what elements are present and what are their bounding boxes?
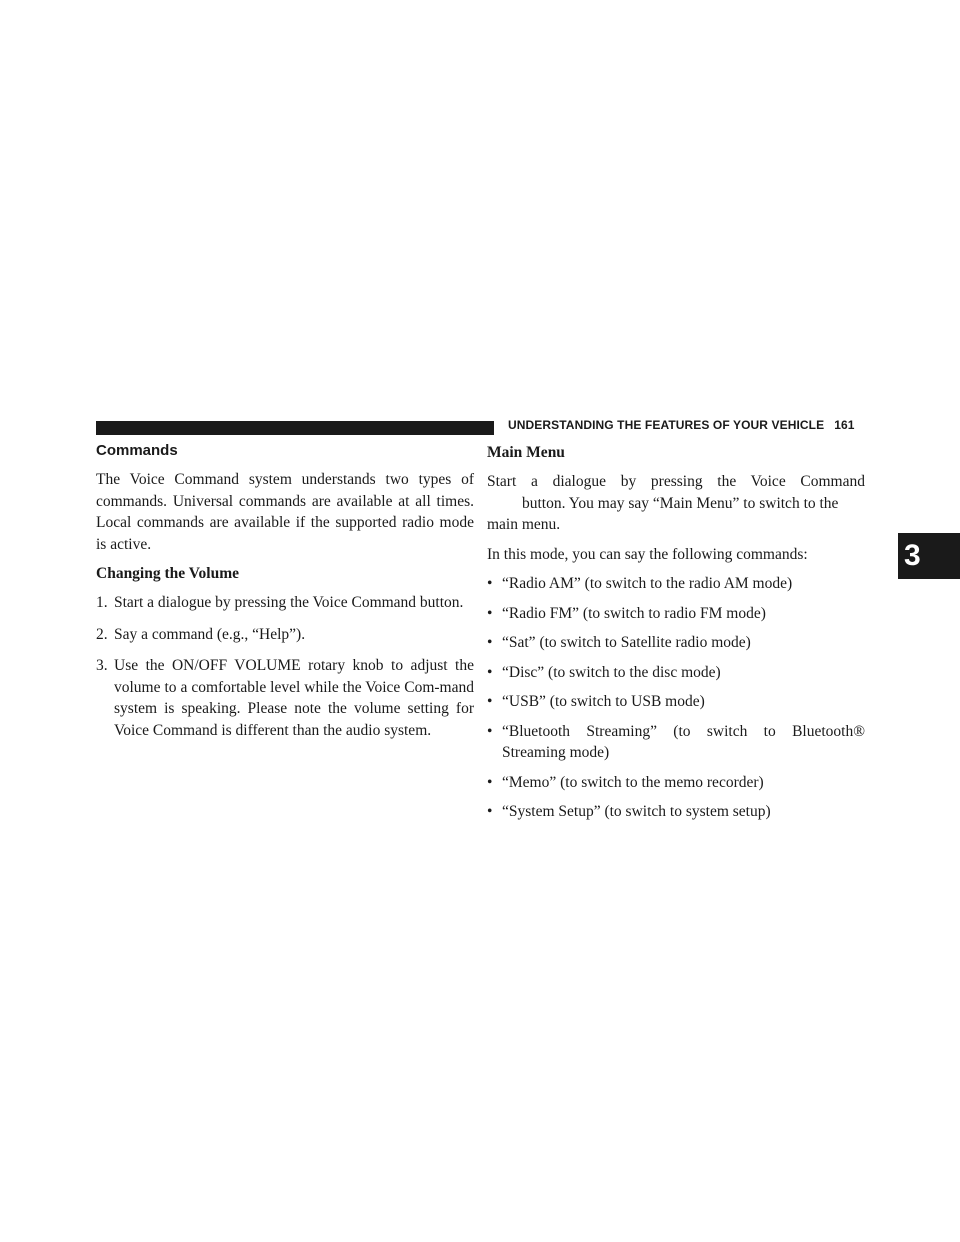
header-rule (96, 421, 494, 435)
main-menu-intro-line-2: button. You may say “Main Menu” to switch to the (522, 494, 839, 512)
command-list-item (487, 801, 865, 823)
step-number: 2. (96, 625, 108, 643)
left-column (96, 440, 474, 741)
step-text: Say a command (e.g., “Help”). (114, 625, 306, 643)
running-header (508, 418, 855, 432)
right-column (487, 440, 865, 823)
changing-volume-heading: Changing the Volume (96, 565, 239, 582)
step-1 (96, 592, 474, 614)
bullet-icon: • (487, 663, 493, 681)
bullet-icon: • (487, 693, 493, 710)
main-menu-intro-line-3: main menu. (487, 516, 561, 533)
command-list (487, 565, 865, 823)
command-list-item (487, 691, 865, 713)
main-menu-heading: Main Menu (487, 444, 565, 461)
command-text: “Bluetooth Streaming” (to switch to Bluetooth® Streaming mode) (502, 722, 865, 761)
command-list-item (487, 772, 865, 794)
command-text: “Sat” (to switch to Satellite radio mode) (502, 634, 751, 651)
section-title: UNDERSTANDING THE FEATURES OF YOUR VEHICLE (508, 418, 825, 432)
command-text: “Radio AM” (to switch to the radio AM mode) (502, 575, 793, 592)
bullet-icon: • (487, 634, 493, 651)
step-number: 1. (96, 594, 108, 611)
command-text: “Disc” (to switch to the disc mode) (502, 663, 721, 681)
command-text: “System Setup” (to switch to system setup) (502, 803, 771, 820)
command-text: “Radio FM” (to switch to radio FM mode) (502, 604, 766, 622)
bullet-icon: • (487, 803, 493, 820)
commands-lead: In this mode, you can say the following commands: (487, 545, 808, 563)
step-text: Start a dialogue by pressing the Voice Command button. (114, 594, 464, 611)
command-text: “Memo” (to switch to the memo recorder) (502, 773, 764, 791)
command-list-item (487, 573, 865, 595)
command-text: “USB” (to switch to USB mode) (502, 693, 705, 710)
chapter-tab: 3 (898, 533, 960, 579)
step-number: 3. (96, 657, 108, 674)
bullet-icon: • (487, 722, 493, 740)
command-list-item (487, 721, 865, 764)
commands-intro: The Voice Command system understands two types of commands. Universal commands are available at all times. Local commands are available if the supported radio mode is active. (96, 471, 474, 553)
bullet-icon: • (487, 575, 493, 592)
bullet-icon: • (487, 773, 493, 791)
bullet-icon: • (487, 604, 493, 622)
step-3 (96, 655, 474, 741)
main-menu-intro-line-1: Start a dialogue by pressing the Voice Command (487, 473, 865, 490)
command-list-item (487, 603, 865, 625)
step-2 (96, 624, 474, 646)
command-list-item (487, 662, 865, 684)
command-list-item (487, 632, 865, 654)
commands-heading: Commands (96, 442, 178, 459)
page-number: 161 (834, 418, 855, 432)
step-text: Use the ON/OFF VOLUME rotary knob to adjust the volume to a comfortable level while the Voice Com-mand system is speaking. Please note the volume setting for Voice Command is different than the audio system. (114, 657, 474, 739)
